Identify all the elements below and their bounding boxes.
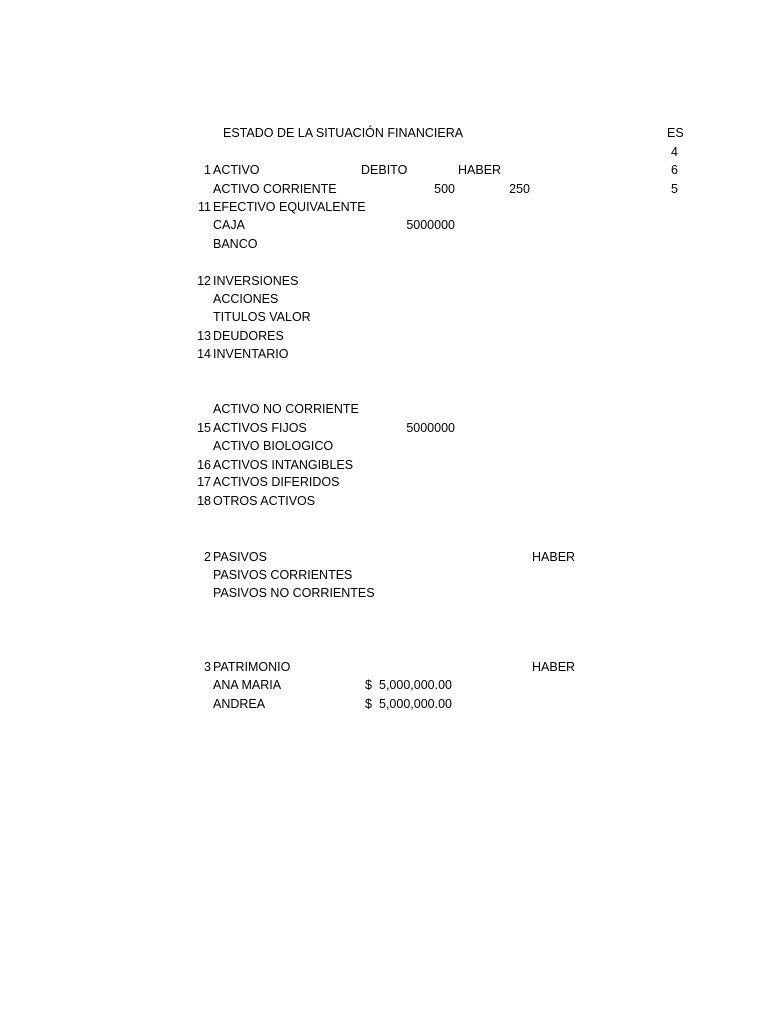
account-code: 1 <box>204 163 211 177</box>
account-label: ACTIVOS INTANGIBLES <box>213 458 354 472</box>
account-label: ACTIVO NO CORRIENTE <box>213 402 359 416</box>
partner-name: ANDREA <box>213 697 266 711</box>
account-label: ACTIVOS FIJOS <box>213 421 307 435</box>
debito-value: 5000000 <box>406 218 455 232</box>
account-label: ACTIVO <box>213 163 260 177</box>
account-label: ACTIVO CORRIENTE <box>213 182 337 196</box>
account-code: 11 <box>198 200 211 214</box>
debito-value: 5000000 <box>406 421 455 435</box>
account-label: ACTIVOS DIFERIDOS <box>213 475 340 489</box>
partner-amount: 5,000,000.00 <box>379 697 452 711</box>
clipped-cell-4: 5 <box>671 182 678 196</box>
account-label: CAJA <box>213 218 245 232</box>
account-label: PASIVOS CORRIENTES <box>213 568 353 582</box>
account-code: 18 <box>197 494 211 508</box>
haber-header: HABER <box>532 660 576 674</box>
account-code: 13 <box>197 329 211 343</box>
account-label: ACCIONES <box>213 292 279 306</box>
account-label: DEUDORES <box>213 329 284 343</box>
account-code: 15 <box>197 421 211 435</box>
account-label: INVERSIONES <box>213 274 299 288</box>
haber-value: 250 <box>509 182 530 196</box>
account-label: ACTIVO BIOLOGICO <box>213 439 334 453</box>
account-code: 12 <box>197 274 211 288</box>
debito-header: DEBITO <box>361 163 408 177</box>
haber-header: HABER <box>458 163 502 177</box>
account-label: OTROS ACTIVOS <box>213 494 316 508</box>
account-code: 16 <box>197 458 211 472</box>
account-label: PASIVOS NO CORRIENTES <box>213 586 375 600</box>
account-label: INVENTARIO <box>213 347 289 361</box>
account-code: 3 <box>204 660 211 674</box>
account-code: 14 <box>197 347 211 361</box>
account-label: EFECTIVO EQUIVALENTE <box>213 200 366 214</box>
currency-symbol: $ <box>365 678 372 692</box>
account-label: PASIVOS <box>213 550 267 564</box>
account-label: PATRIMONIO <box>213 660 291 674</box>
account-label: BANCO <box>213 237 258 251</box>
currency-symbol: $ <box>365 697 372 711</box>
account-code: 2 <box>204 550 211 564</box>
haber-header: HABER <box>532 550 576 564</box>
clipped-cell-1: ES <box>667 126 684 140</box>
partner-amount: 5,000,000.00 <box>379 678 452 692</box>
account-label: TITULOS VALOR <box>213 310 311 324</box>
debito-value: 500 <box>434 182 455 196</box>
partner-name: ANA MARIA <box>213 678 282 692</box>
clipped-cell-2: 4 <box>671 145 678 159</box>
account-code: 17 <box>197 475 211 489</box>
clipped-cell-3: 6 <box>671 163 678 177</box>
page-title: ESTADO DE LA SITUACIÓN FINANCIERA <box>223 126 464 140</box>
